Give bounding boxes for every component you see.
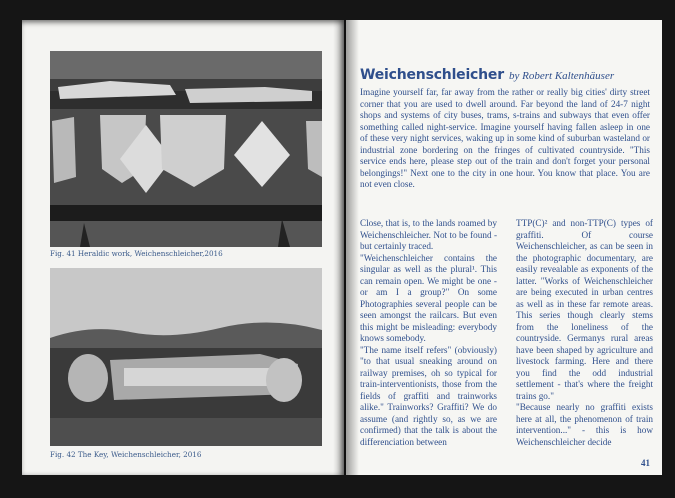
left-page: [22, 20, 344, 475]
article-header: [360, 64, 650, 83]
text-column-left: [360, 218, 497, 448]
book-gutter: [333, 20, 359, 475]
intro-paragraph: Imagine yourself far, far away from the rather or really big cities' dirty street corner that you are used to dwell around. Far beyond the land of 24-7 night shops and systems of city buses, trams, s-trains and subways that even offer something called night-service. Imagine yourself having fallen asleep in one of these very night services, waking up in some kind of suburban wasteland or industrial zone bordering on the fringes of cultivated countryside. "This service ends here, please step out of the train and don't forget your personal belongings!" Next one to the city in one hour. You know that place. You are not even close.: [360, 87, 650, 189]
article-byline: by Robert Kaltenhäuser: [509, 70, 615, 82]
paragraph: TTP(C)² and non-TTP(C) types of graffiti. Of course Weichenschleicher, as can be seen in the photographic documentary, are easily revealable as exponents of the latter. "Works of Weichenschleicher are being executed in urban centres as well as in these far remote areas. This series though clearly stems from the loneliness of the countryside. Germanys rural areas have been shaped by agriculture and livestock farming. Here and there you find the odd industrial settlement - that's where the freight trains go.": [516, 218, 653, 401]
article-title: Weichenschleicher: [360, 67, 504, 83]
figure-41-caption: Fig. 41 Heraldic work, Weichenschleicher,2016: [50, 249, 223, 258]
paragraph: "The name itself refers" (obviously) "to that usual sneaking around on railway premises, oh so typical for train-interventionists, those from the fields of graffiti and trainworks alike." Trainworks? Graffiti? We do assume (and rightly so, as we are confirmed) that the talk is about the differenciation between: [360, 344, 497, 447]
paragraph: "Weichenschleicher contains the singular as well as the plural¹. This can remain open. We might be one - or am I a group?" On some Photographies several people can be seen amongst the railcars. But even this might be misleading: everybody knows somebody.: [360, 252, 497, 343]
heraldic-graffiti-photo: [50, 51, 322, 247]
page-number: 41: [641, 458, 650, 468]
train-graffiti-photo: [50, 268, 322, 446]
figure-42-caption: Fig. 42 The Key, Weichenschleicher, 2016: [50, 450, 202, 459]
paragraph: "Because nearly no graffiti exists here at all, the phenomenon of train intervention..." - this is how Weichenschleicher decide: [516, 402, 653, 447]
right-page: [346, 20, 662, 475]
paragraph: Close, that is, to the lands roamed by Weichenschleicher. Not to be found - but certainly traced.: [360, 218, 497, 251]
text-column-right: [516, 218, 653, 448]
